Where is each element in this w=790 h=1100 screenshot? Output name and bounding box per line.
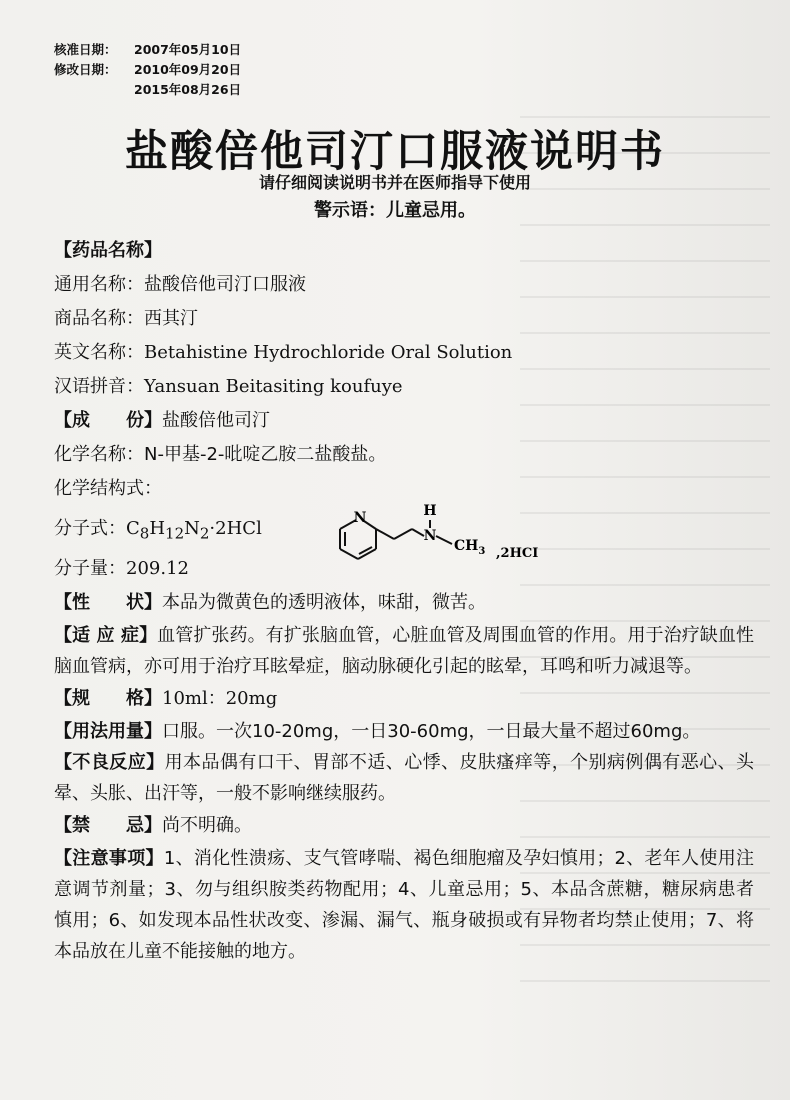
section-specification <box>54 682 754 716</box>
indications-header: 【适 应 症】 <box>54 625 158 646</box>
generic-name-label: 通用名称： <box>54 274 144 295</box>
trade-name-label: 商品名称： <box>54 308 144 329</box>
chemical-structure-diagram <box>326 498 576 568</box>
formula-label: 分子式： <box>54 518 126 539</box>
adverse-header: 【不良反应】 <box>54 752 165 773</box>
english-name-label: 英文名称： <box>54 342 144 363</box>
section-indications <box>54 620 754 682</box>
pinyin-label: 汉语拼音： <box>54 376 144 397</box>
amine-nitrogen-label: N <box>423 528 437 544</box>
revision-date-value-2: 2015年08月26日 <box>134 82 242 97</box>
chemical-name-row <box>54 438 754 472</box>
section-dosage <box>54 716 754 747</box>
ring-nitrogen-label: N <box>353 510 367 526</box>
adverse-text: 用本品偶有口干、胃部不适、心悸、皮肤瘙痒等，个别病例偶有恶心、头晕、头胀、出汗等，一般不影响继续服药。 <box>54 752 755 804</box>
generic-name-row <box>54 268 754 302</box>
pinyin-row <box>54 370 754 404</box>
dosage-header: 【用法用量】 <box>54 721 162 742</box>
specification-header: 【规 格】 <box>54 688 162 709</box>
trade-name-value: 西其汀 <box>144 308 198 329</box>
indications-text: 血管扩张药。有扩张脑血管，心脏血管及周围血管的作用。用于治疗缺血性脑血管病，亦可用于治疗耳眩晕症，脑动脉硬化引起的眩晕，耳鸣和听力减退等。 <box>54 625 754 677</box>
english-name-value: Betahistine Hydrochloride Oral Solution <box>144 342 513 363</box>
structure-label: 化学结构式： <box>54 478 162 499</box>
section-drug-name <box>54 234 754 268</box>
document-title: 盐酸倍他司汀口服液说明书 <box>125 127 665 177</box>
leaflet-body <box>54 234 754 967</box>
generic-name-value: 盐酸倍他司汀口服液 <box>144 274 306 295</box>
side-chain <box>376 520 452 544</box>
section-composition <box>54 404 754 438</box>
properties-text: 本品为微黄色的透明液体，味甜，微苦。 <box>162 592 486 613</box>
section-properties <box>54 586 754 620</box>
warning-statement: 警示语：儿童忌用。 <box>314 200 476 221</box>
salt-label: ,2HCI <box>496 546 539 561</box>
section-contraindications <box>54 809 754 843</box>
approval-date-row <box>54 40 241 60</box>
revision-date-value-1: 2010年09月20日 <box>134 62 242 77</box>
methyl-label: $CH_3$ <box>454 538 486 557</box>
english-name-row <box>54 336 754 370</box>
date-block <box>54 40 241 100</box>
molecular-weight-label: 分子量： <box>54 558 126 579</box>
molecular-weight-value: 209.12 <box>126 558 189 579</box>
precautions-text: 1、消化性溃疡、支气管哮喘、褐色细胞瘤及孕妇慎用；2、老年人使用注意调节剂量；3、勿与组织胺类药物配用；4、儿童忌用；5、本品含蔗糖，糖尿病患者慎用；6、如发现本品性状改变、渗漏、漏气、瓶身破损或有异物者均禁止使用；7、将本品放在儿童不能接触的地方。 <box>54 848 755 962</box>
revision-date-row <box>54 60 241 80</box>
approval-date-label: 核准日期： <box>54 42 117 57</box>
molecular-formula: $C_8H_{12}N_2\cdot 2HCl$ <box>126 518 262 543</box>
section-precautions <box>54 843 754 967</box>
section-adverse-reactions <box>54 747 754 809</box>
reading-instruction: 请仔细阅读说明书并在医师指导下使用 <box>258 173 531 192</box>
pinyin-value: Yansuan Beitasiting koufuye <box>144 376 403 397</box>
specification-text: 10ml：20mg <box>162 688 278 709</box>
approval-date-value: 2007年05月10日 <box>134 42 242 57</box>
revision-date-label: 修改日期： <box>54 62 117 77</box>
revision-date-row-2 <box>54 80 241 100</box>
composition-value: 盐酸倍他司汀 <box>162 410 270 431</box>
chemical-name-value: N-甲基-2-吡啶乙胺二盐酸盐。 <box>144 444 387 465</box>
properties-header: 【性 状】 <box>54 592 162 613</box>
amine-hydrogen-label: H <box>423 503 437 519</box>
composition-header: 【成 份】 <box>54 410 162 431</box>
precautions-header: 【注意事项】 <box>54 848 164 869</box>
contraindications-header: 【禁 忌】 <box>54 815 162 836</box>
contraindications-text: 尚不明确。 <box>162 815 252 836</box>
trade-name-row <box>54 302 754 336</box>
formula-row <box>54 503 754 561</box>
dosage-text: 口服。一次10-20mg，一日30-60mg，一日最大量不超过60mg。 <box>162 721 701 742</box>
drug-name-header: 【药品名称】 <box>54 240 162 261</box>
chemical-name-label: 化学名称： <box>54 444 144 465</box>
